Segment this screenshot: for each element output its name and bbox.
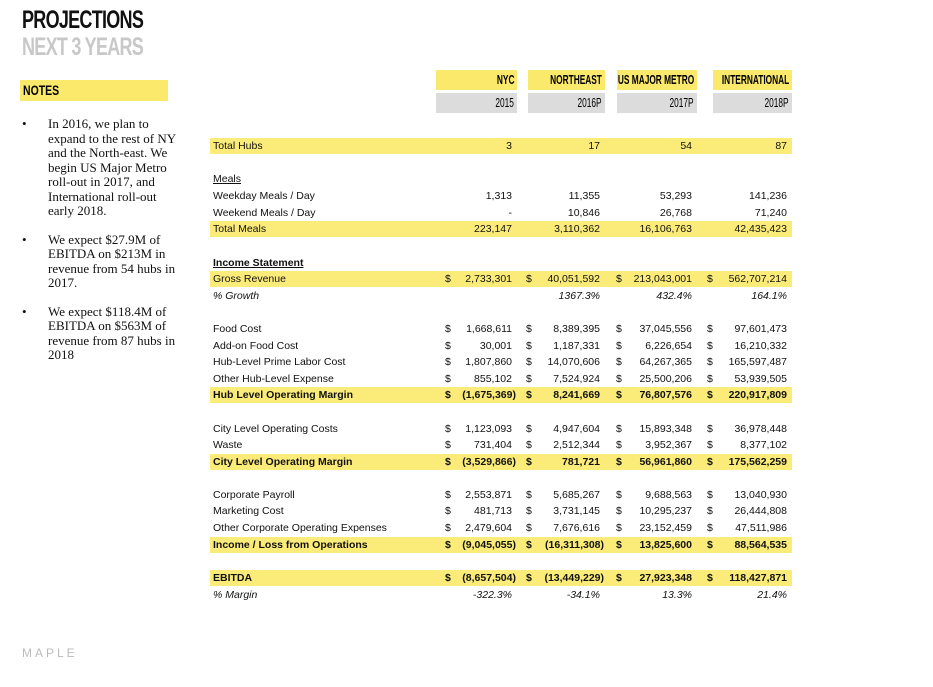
- row-label: City Level Operating Costs: [213, 423, 338, 435]
- row-label: Marketing Cost: [213, 505, 284, 517]
- table-row: [210, 205, 792, 221]
- table-cell: 25,500,206: [639, 373, 692, 385]
- table-cell: 165,597,487: [728, 356, 787, 368]
- currency-symbol: $: [445, 522, 451, 534]
- table-cell: 16,106,763: [639, 223, 692, 235]
- table-row: [210, 321, 792, 337]
- table-cell: 141,236: [749, 190, 787, 202]
- table-cell: 1,668,611: [466, 323, 512, 335]
- currency-symbol: $: [526, 572, 532, 584]
- table-cell: 1367.3%: [558, 290, 600, 302]
- currency-symbol: $: [526, 505, 532, 517]
- bullet-icon: •: [22, 116, 27, 131]
- currency-symbol: $: [445, 456, 451, 468]
- currency-symbol: $: [616, 373, 622, 385]
- table-cell: 731,404: [474, 439, 512, 451]
- note-item: [22, 233, 182, 291]
- page-title: PROJECTIONS: [22, 6, 144, 34]
- currency-symbol: $: [616, 323, 622, 335]
- row-label: Weekday Meals / Day: [213, 190, 315, 202]
- table-row: [210, 421, 792, 437]
- table-cell: 3: [506, 140, 512, 152]
- currency-symbol: $: [526, 539, 532, 551]
- currency-symbol: $: [445, 439, 451, 451]
- column-header-region: [617, 70, 697, 90]
- currency-symbol: $: [616, 340, 622, 352]
- currency-symbol: $: [707, 389, 713, 401]
- notes-header-label: NOTES: [23, 82, 60, 98]
- currency-symbol: $: [445, 489, 451, 501]
- currency-symbol: $: [445, 539, 451, 551]
- table-cell: 10,295,237: [639, 505, 692, 517]
- note-text: In 2016, we plan to expand to the rest of NY and the North-east. We begin US Major Metro roll-out in 2017, and International roll-out early 2018.: [48, 116, 176, 218]
- currency-symbol: $: [616, 439, 622, 451]
- table-cell: 1,807,860: [465, 356, 512, 368]
- bullet-icon: •: [22, 303, 27, 319]
- region-label: NYC: [496, 72, 514, 87]
- currency-symbol: $: [707, 456, 713, 468]
- table-cell: 15,893,348: [639, 423, 692, 435]
- year-label: 2018P: [764, 95, 789, 110]
- table-cell: 47,511,986: [735, 522, 787, 534]
- currency-symbol: $: [526, 389, 532, 401]
- note-item: [22, 305, 182, 363]
- row-label: Corporate Payroll: [213, 489, 295, 501]
- table-row: [210, 454, 792, 470]
- row-label: % Growth: [213, 290, 260, 302]
- table-row: [210, 371, 792, 387]
- currency-symbol: $: [445, 373, 451, 385]
- table-cell: 8,241,669: [553, 389, 600, 401]
- table-cell: 8,377,102: [740, 439, 787, 451]
- year-label: 2017P: [669, 95, 694, 110]
- table-cell: (8,657,504): [462, 572, 516, 584]
- currency-symbol: $: [526, 356, 532, 368]
- table-cell: 1,187,331: [553, 340, 600, 352]
- row-label: EBITDA: [213, 572, 253, 584]
- currency-symbol: $: [526, 340, 532, 352]
- table-cell: 3,952,367: [645, 439, 692, 451]
- table-cell: 27,923,348: [639, 572, 692, 584]
- currency-symbol: $: [445, 323, 451, 335]
- row-label: Food Cost: [213, 323, 262, 335]
- row-label: Gross Revenue: [213, 273, 286, 285]
- row-label: Total Meals: [213, 223, 267, 235]
- table-cell: 76,807,576: [639, 389, 692, 401]
- table-row: [210, 188, 792, 204]
- currency-symbol: $: [616, 456, 622, 468]
- page-subtitle: NEXT 3 YEARS: [22, 33, 144, 61]
- table-cell: 71,240: [754, 207, 787, 219]
- currency-symbol: $: [616, 423, 622, 435]
- currency-symbol: $: [526, 522, 532, 534]
- row-label: Add-on Food Cost: [213, 340, 299, 352]
- currency-symbol: $: [616, 389, 622, 401]
- table-row: [210, 587, 792, 603]
- column-header-year: [617, 93, 697, 113]
- table-cell: 87: [775, 140, 787, 152]
- table-row: [210, 503, 792, 519]
- table-cell: 7,676,616: [553, 522, 600, 534]
- currency-symbol: $: [616, 522, 622, 534]
- table-cell: 432.4%: [656, 290, 692, 302]
- row-label: Total Hubs: [213, 140, 263, 152]
- table-cell: 21.4%: [757, 589, 787, 601]
- table-cell: 6,226,654: [645, 340, 692, 352]
- currency-symbol: $: [616, 273, 622, 285]
- table-cell: 164.1%: [751, 290, 787, 302]
- table-cell: 23,152,459: [639, 522, 692, 534]
- table-cell: 9,688,563: [645, 489, 692, 501]
- row-label: Income / Loss from Operations: [213, 539, 368, 551]
- table-row: [210, 570, 792, 586]
- currency-symbol: $: [707, 439, 713, 451]
- table-row: [210, 338, 792, 354]
- year-label: 2016P: [577, 95, 602, 110]
- currency-symbol: $: [707, 505, 713, 517]
- currency-symbol: $: [526, 439, 532, 451]
- table-row: [210, 354, 792, 370]
- table-cell: 220,917,809: [728, 389, 787, 401]
- table-cell: 13.3%: [662, 589, 692, 601]
- currency-symbol: $: [707, 423, 713, 435]
- currency-symbol: $: [707, 323, 713, 335]
- row-label: Waste: [213, 439, 243, 451]
- currency-symbol: $: [526, 423, 532, 435]
- row-label: City Level Operating Margin: [213, 456, 353, 468]
- table-cell: 3,110,362: [554, 223, 600, 235]
- region-label: NORTHEAST: [550, 72, 602, 87]
- table-cell: (1,675,369): [462, 389, 516, 401]
- currency-symbol: $: [445, 423, 451, 435]
- table-cell: 53,939,505: [734, 373, 787, 385]
- table-cell: 562,707,214: [728, 273, 787, 285]
- row-label: Income Statement: [213, 257, 304, 269]
- table-row: [210, 487, 792, 503]
- row-label: Meals: [213, 173, 242, 185]
- table-row: [210, 171, 792, 187]
- currency-symbol: $: [445, 389, 451, 401]
- table-row: [210, 271, 792, 287]
- table-cell: (16,311,308): [545, 539, 604, 551]
- currency-symbol: $: [707, 539, 713, 551]
- table-cell: 7,524,924: [553, 373, 600, 385]
- table-cell: 781,721: [562, 456, 600, 468]
- currency-symbol: $: [616, 356, 622, 368]
- currency-symbol: $: [526, 456, 532, 468]
- currency-symbol: $: [445, 572, 451, 584]
- table-cell: 37,045,556: [639, 323, 692, 335]
- table-row: [210, 387, 792, 403]
- table-row: [210, 288, 792, 304]
- currency-symbol: $: [707, 373, 713, 385]
- table-cell: 42,435,423: [734, 223, 787, 235]
- table-cell: 855,102: [474, 373, 512, 385]
- table-cell: 118,427,871: [729, 572, 787, 584]
- table-row: [210, 437, 792, 453]
- table-row: [210, 520, 792, 536]
- table-cell: 54: [680, 140, 692, 152]
- note-item: [22, 117, 182, 219]
- currency-symbol: $: [445, 356, 451, 368]
- table-cell: 223,147: [474, 223, 512, 235]
- currency-symbol: $: [707, 489, 713, 501]
- currency-symbol: $: [526, 273, 532, 285]
- column-header-region: [436, 70, 517, 90]
- table-cell: 5,685,267: [553, 489, 600, 501]
- row-label: Hub Level Operating Margin: [213, 389, 354, 401]
- table-cell: -322.3%: [472, 589, 512, 601]
- table-cell: 64,267,365: [639, 356, 692, 368]
- table-cell: (13,449,229): [544, 572, 604, 584]
- row-label: Weekend Meals / Day: [213, 207, 316, 219]
- note-text: We expect $118.4M of EBITDA on $563M of revenue from 87 hubs in 2018: [48, 303, 176, 362]
- notes-header: [20, 80, 168, 101]
- currency-symbol: $: [707, 522, 713, 534]
- table-row: [210, 138, 792, 154]
- currency-symbol: $: [445, 273, 451, 285]
- row-label: Other Hub-Level Expense: [213, 373, 334, 385]
- table-cell: 2,512,344: [553, 439, 600, 451]
- table-cell: 40,051,592: [547, 273, 600, 285]
- table-cell: 14,070,606: [547, 356, 600, 368]
- row-label: Hub-Level Prime Labor Cost: [213, 356, 346, 368]
- bullet-icon: •: [22, 231, 27, 247]
- table-cell: 26,768: [659, 207, 692, 219]
- table-cell: 3,731,145: [553, 505, 600, 517]
- table-cell: 30,001: [479, 340, 512, 352]
- currency-symbol: $: [616, 539, 622, 551]
- currency-symbol: $: [707, 340, 713, 352]
- table-cell: 8,389,395: [553, 323, 600, 335]
- currency-symbol: $: [526, 489, 532, 501]
- table-cell: (3,529,866): [462, 456, 516, 468]
- table-cell: 53,293: [659, 190, 692, 202]
- currency-symbol: $: [616, 505, 622, 517]
- table-cell: 2,553,871: [465, 489, 512, 501]
- currency-symbol: $: [526, 323, 532, 335]
- currency-symbol: $: [445, 505, 451, 517]
- region-label: US MAJOR METRO: [617, 72, 694, 87]
- currency-symbol: $: [616, 489, 622, 501]
- currency-symbol: $: [707, 572, 713, 584]
- column-header-region: [528, 70, 605, 90]
- table-cell: 17: [588, 140, 600, 152]
- note-text: We expect $27.9M of EBITDA on $213M in revenue from 54 hubs in 2017.: [48, 231, 176, 290]
- column-header-year: [713, 93, 792, 113]
- table-cell: 175,562,259: [728, 456, 787, 468]
- table-cell: 481,713: [474, 505, 512, 517]
- column-header-year: [436, 93, 517, 113]
- currency-symbol: $: [526, 373, 532, 385]
- table-cell: 2,479,604: [465, 522, 512, 534]
- table-cell: 36,978,448: [734, 423, 787, 435]
- currency-symbol: $: [707, 273, 713, 285]
- table-cell: 16,210,332: [734, 340, 787, 352]
- maple-logo: MAPLE: [22, 646, 78, 660]
- table-row: [210, 537, 792, 553]
- table-cell: 97,601,473: [734, 323, 787, 335]
- table-cell: 1,313: [485, 190, 512, 202]
- table-cell: 26,444,808: [734, 505, 787, 517]
- currency-symbol: $: [707, 356, 713, 368]
- table-row: [210, 221, 792, 237]
- column-header-year: [528, 93, 605, 113]
- table-cell: 56,961,860: [639, 456, 692, 468]
- table-cell: 2,733,301: [465, 273, 512, 285]
- row-label: % Margin: [213, 589, 258, 601]
- notes-list: [22, 117, 182, 363]
- table-cell: 13,825,600: [639, 539, 692, 551]
- table-cell: 11,355: [568, 190, 600, 202]
- currency-symbol: $: [445, 340, 451, 352]
- year-label: 2015: [495, 95, 514, 110]
- table-cell: -34.1%: [566, 589, 600, 601]
- table-cell: -: [508, 207, 512, 219]
- table-row: [210, 255, 792, 271]
- currency-symbol: $: [616, 572, 622, 584]
- region-label: INTERNATIONAL: [721, 72, 789, 87]
- table-cell: 13,040,930: [734, 489, 787, 501]
- table-cell: 88,564,535: [734, 539, 787, 551]
- table-cell: 213,043,001: [633, 273, 692, 285]
- table-cell: 10,846: [567, 207, 600, 219]
- table-cell: 4,947,604: [553, 423, 600, 435]
- row-label: Other Corporate Operating Expenses: [213, 522, 387, 534]
- table-cell: (9,045,055): [462, 539, 516, 551]
- column-header-region: [713, 70, 792, 90]
- table-cell: 1,123,093: [465, 423, 512, 435]
